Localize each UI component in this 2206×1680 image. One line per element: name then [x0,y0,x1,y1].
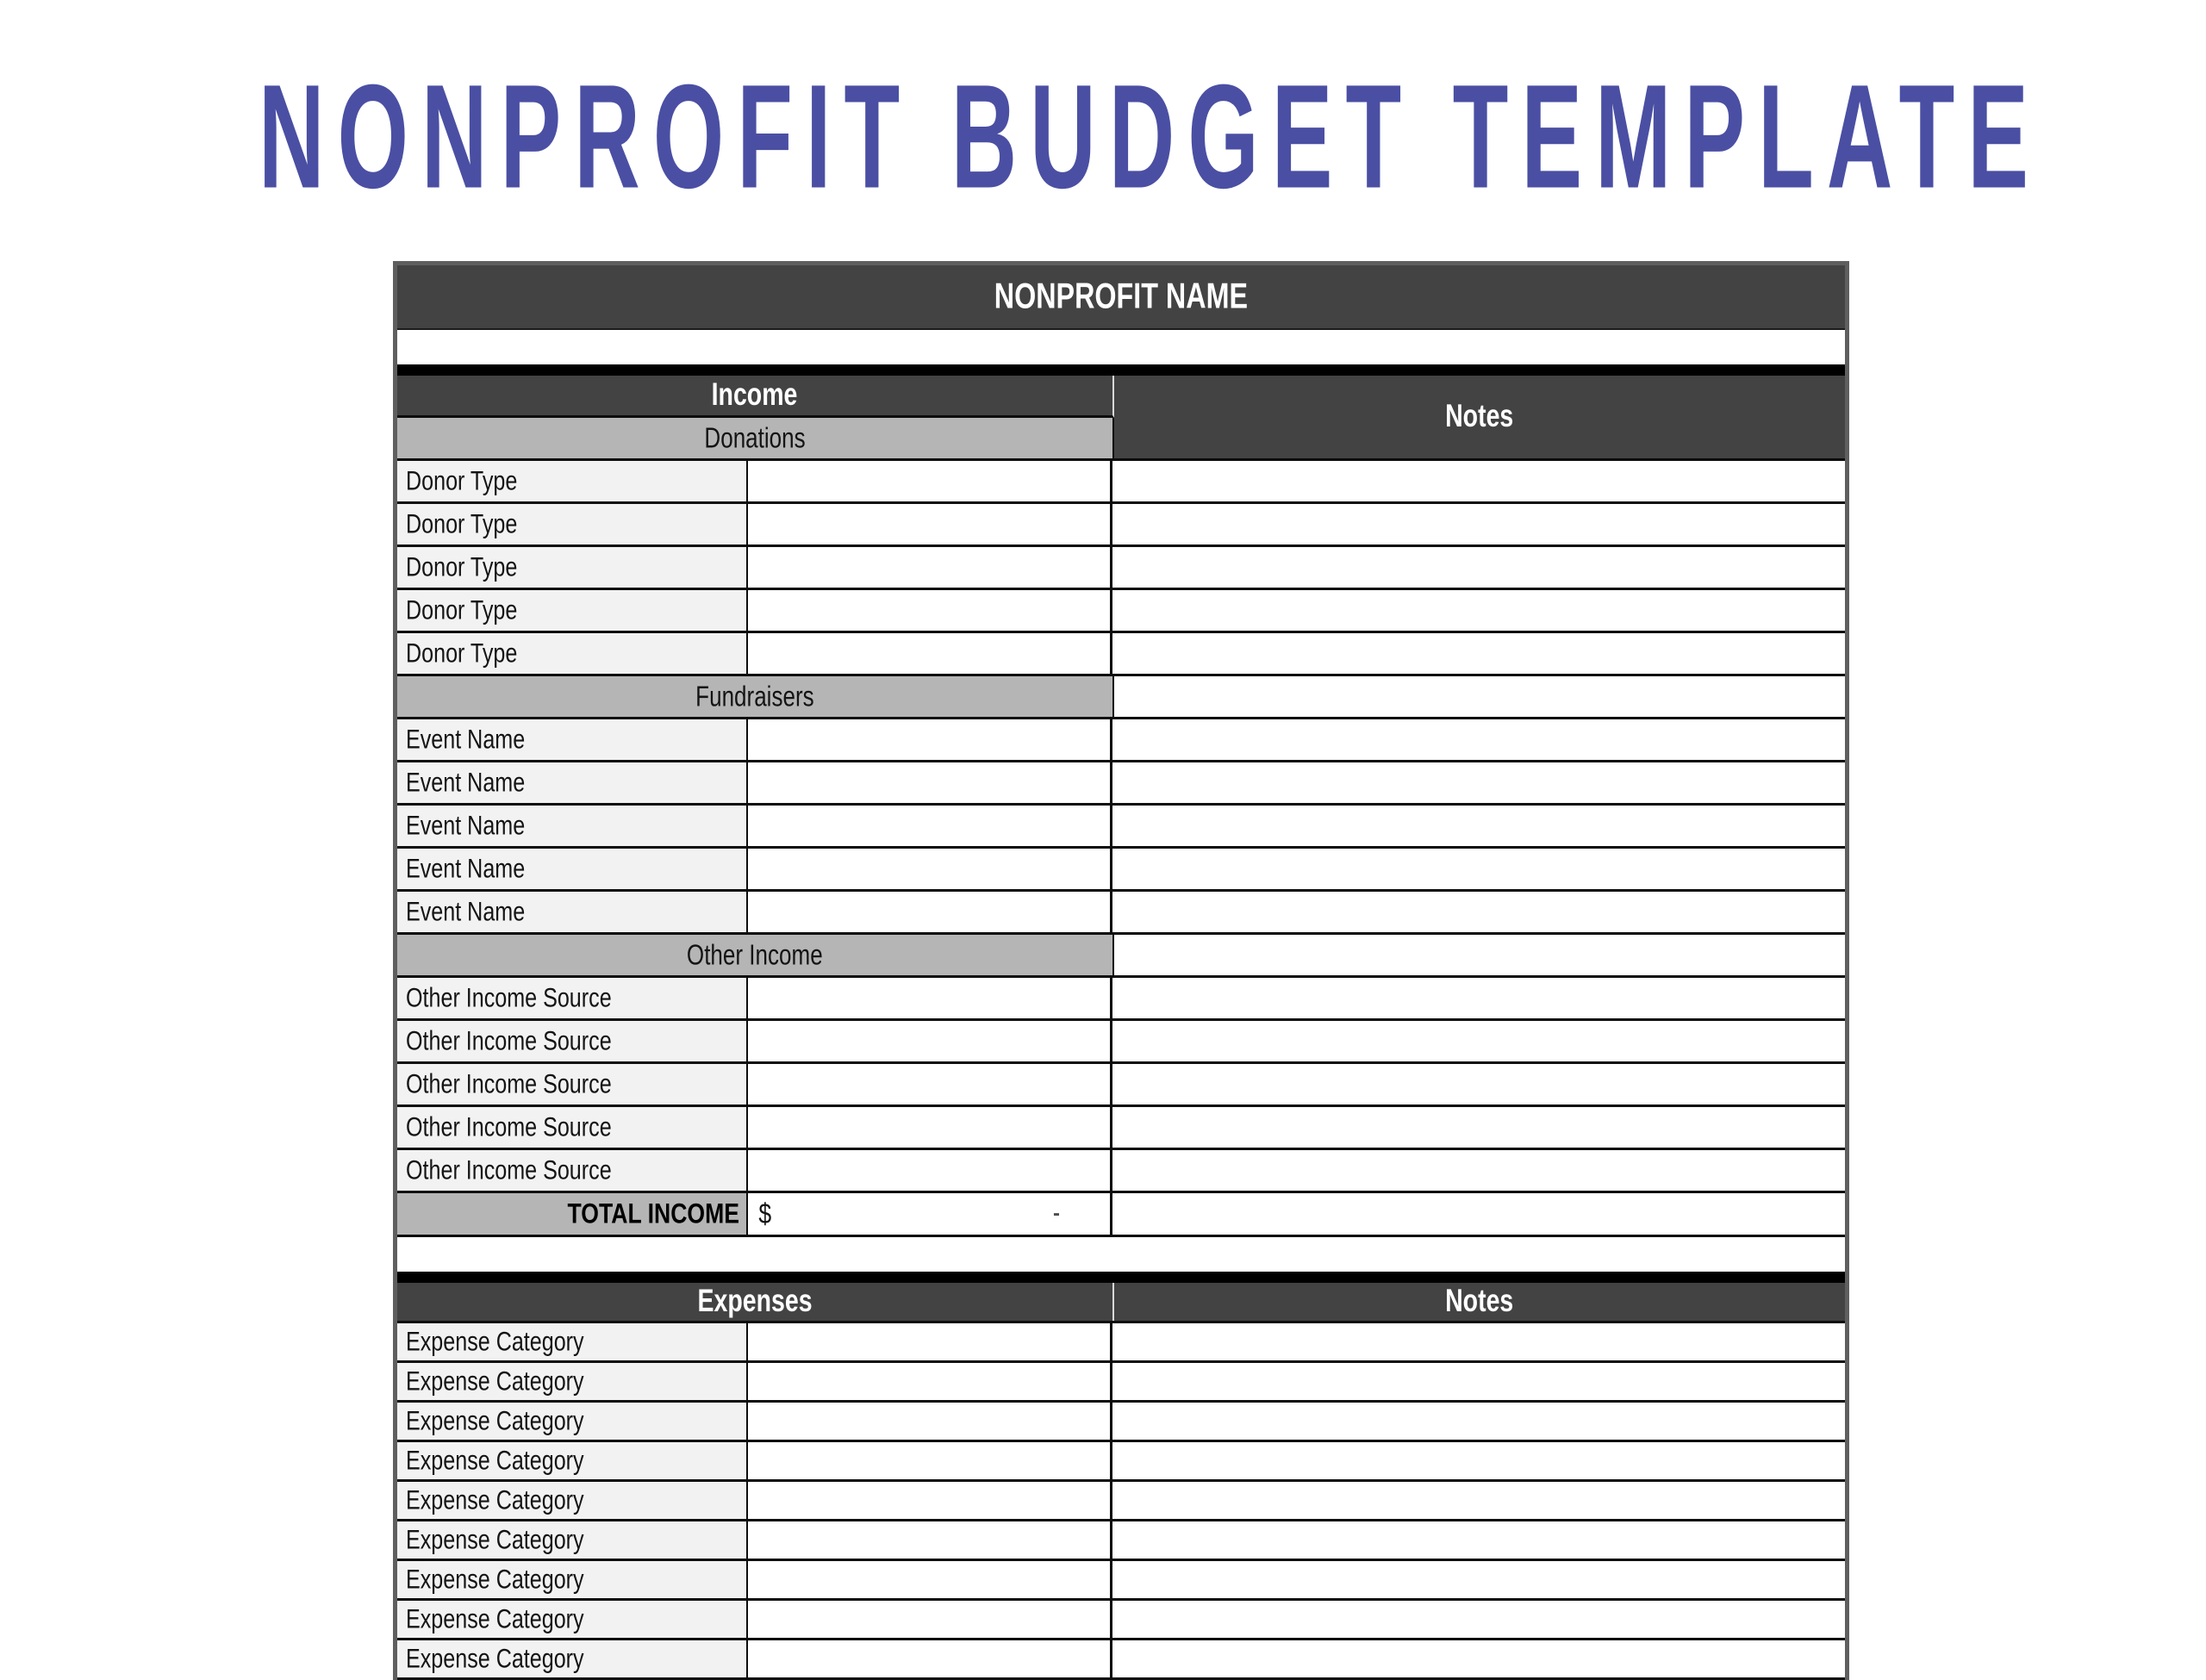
table-row [397,1561,1845,1601]
amount-cell[interactable] [748,1561,1112,1598]
notes-cell[interactable] [1112,1561,1845,1598]
income-notes-header [1114,376,1845,458]
row-label-cell [397,1482,748,1519]
expense-rows [397,1323,1845,1680]
notes-cell[interactable] [1112,978,1845,1018]
table-row [397,633,1845,676]
org-name-header-label: NONPROFIT NAME [994,276,1249,317]
notes-cell[interactable] [1112,547,1845,588]
amount-cell[interactable] [748,633,1112,674]
row-label: Expense Category [406,1445,584,1476]
row-label-cell [397,849,748,889]
row-label: Other Income Source [406,1025,612,1056]
amount-cell[interactable] [748,1323,1112,1360]
notes-cell[interactable] [1112,1323,1845,1360]
row-label: Expense Category [406,1405,584,1436]
table-row [397,806,1845,849]
notes-cell[interactable] [1112,1021,1845,1061]
row-label-cell [397,1601,748,1638]
notes-cell[interactable] [1114,935,1845,975]
org-name-header [397,265,1845,330]
table-row [397,1640,1845,1680]
row-label-cell [397,1150,748,1191]
row-label: Other Income Source [406,982,612,1013]
amount-cell[interactable] [748,1403,1112,1440]
notes-cell[interactable] [1112,849,1845,889]
page-title-text: NONPROFIT BUDGET TEMPLATE [259,54,2041,220]
total-income-row [397,1193,1845,1237]
row-label-cell [397,504,748,544]
table-row [397,461,1845,504]
amount-cell[interactable] [748,504,1112,544]
amount-cell[interactable] [748,1601,1112,1638]
row-label-cell [397,806,748,846]
amount-cell[interactable] [748,849,1112,889]
expenses-notes-header-label: Notes [1445,1284,1514,1319]
row-label: Event Name [406,724,526,755]
donations-band-label: Donations [704,421,806,454]
notes-cell[interactable] [1112,806,1845,846]
amount-cell[interactable] [748,762,1112,803]
amount-cell[interactable] [748,1640,1112,1677]
divider-bar [397,364,1845,376]
amount-cell[interactable] [748,1521,1112,1559]
notes-cell[interactable] [1112,1064,1845,1104]
row-label-cell [397,762,748,803]
table-row [397,1323,1845,1363]
row-label: Event Name [406,853,526,884]
amount-cell[interactable] [748,590,1112,631]
row-label-cell [397,1640,748,1677]
table-row [397,1107,1845,1150]
income-header-left [397,376,1114,458]
notes-cell[interactable] [1112,719,1845,760]
row-label: Event Name [406,810,526,841]
expenses-header-row [397,1283,1845,1323]
row-label: Expense Category [406,1484,584,1515]
row-label: Event Name [406,767,526,798]
expenses-section-header-label: Expenses [697,1284,813,1319]
notes-cell[interactable] [1112,1482,1845,1519]
row-label: Donor Type [406,551,518,582]
income-notes-header-label: Notes [1445,399,1514,434]
row-label-cell [397,1323,748,1360]
income-header-block [397,376,1845,461]
row-label-cell [397,1107,748,1148]
row-label-cell [397,547,748,588]
row-label-cell [397,892,748,932]
row-label: Donor Type [406,594,518,625]
row-label-cell [397,1021,748,1061]
table-row [397,504,1845,547]
row-label: Other Income Source [406,1154,612,1185]
table-row [397,1601,1845,1640]
table-row [397,762,1845,806]
divider-bar [397,1272,1845,1283]
notes-cell[interactable] [1112,1640,1845,1677]
amount-cell[interactable] [748,978,1112,1018]
notes-cell[interactable] [1112,1601,1845,1638]
amount-cell[interactable] [748,1150,1112,1191]
section-band-row [397,935,1845,978]
notes-cell[interactable] [1112,1442,1845,1479]
row-label-cell [397,590,748,631]
notes-cell[interactable] [1112,1363,1845,1400]
income-section-header-label: Income [712,377,798,413]
section-band-label: Other Income [687,938,823,971]
row-label: Expense Category [406,1564,584,1595]
row-label-cell [397,1064,748,1104]
notes-cell[interactable] [1112,633,1845,674]
notes-cell[interactable] [1112,1150,1845,1191]
table-row [397,1363,1845,1403]
table-row [397,719,1845,762]
amount-cell[interactable] [748,1442,1112,1479]
row-label: Donor Type [406,508,518,539]
notes-cell[interactable] [1114,676,1845,717]
notes-cell[interactable] [1112,892,1845,932]
table-row [397,978,1845,1021]
table-row [397,1442,1845,1482]
row-label: Expense Category [406,1603,584,1634]
notes-cell[interactable] [1112,504,1845,544]
row-label-cell [397,1403,748,1440]
amount-cell[interactable] [748,547,1112,588]
row-label-cell [397,1521,748,1559]
row-label-cell [397,1442,748,1479]
row-label-cell [397,633,748,674]
currency-symbol: $ [758,1197,772,1229]
spacer-row [397,330,1845,364]
row-label: Other Income Source [406,1068,612,1099]
table-row [397,1064,1845,1107]
notes-cell[interactable] [1112,1107,1845,1148]
table-row [397,849,1845,892]
table-row [397,1403,1845,1442]
notes-cell[interactable] [1112,1521,1845,1559]
total-income-notes-cell[interactable] [1112,1193,1845,1235]
amount-cell[interactable] [748,461,1112,501]
notes-cell[interactable] [1112,1403,1845,1440]
section-band-label: Fundraisers [695,680,814,712]
notes-cell[interactable] [1112,590,1845,631]
row-label-cell [397,461,748,501]
row-label: Donor Type [406,638,518,669]
table-row [397,1482,1845,1521]
total-income-amount-cell[interactable] [748,1193,1112,1235]
total-income-label: TOTAL INCOME [567,1198,739,1229]
row-label: Expense Category [406,1643,584,1674]
amount-cell[interactable] [748,1482,1112,1519]
table-row [397,892,1845,935]
spacer-row [397,1237,1845,1272]
total-income-label-cell [397,1193,748,1235]
amount-cell[interactable] [748,1363,1112,1400]
section-band [397,935,1114,975]
income-rows [397,461,1845,1193]
row-label: Other Income Source [406,1111,612,1142]
row-label-cell [397,1561,748,1598]
row-label-cell [397,719,748,760]
donations-band [397,418,1114,458]
amount-cell[interactable] [748,806,1112,846]
expenses-notes-header [1114,1283,1845,1321]
table-row [397,547,1845,590]
row-label: Event Name [406,896,526,927]
notes-cell[interactable] [1112,762,1845,803]
row-label: Expense Category [406,1326,584,1357]
row-label: Donor Type [406,465,518,496]
table-row [397,1021,1845,1064]
section-band [397,676,1114,717]
section-band-row [397,676,1845,719]
total-income-value: - [1053,1202,1060,1225]
amount-cell[interactable] [748,1064,1112,1104]
income-section-header [397,376,1114,418]
amount-cell[interactable] [748,1021,1112,1061]
expenses-section-header [397,1283,1114,1321]
amount-cell[interactable] [748,892,1112,932]
table-row [397,1521,1845,1561]
notes-cell[interactable] [1112,461,1845,501]
table-row [397,590,1845,633]
amount-cell[interactable] [748,719,1112,760]
row-label: Expense Category [406,1524,584,1555]
row-label: Expense Category [406,1366,584,1397]
page-title [259,53,2041,220]
row-label-cell [397,978,748,1018]
budget-table [393,261,1849,1680]
table-row [397,1150,1845,1193]
row-label-cell [397,1363,748,1400]
amount-cell[interactable] [748,1107,1112,1148]
